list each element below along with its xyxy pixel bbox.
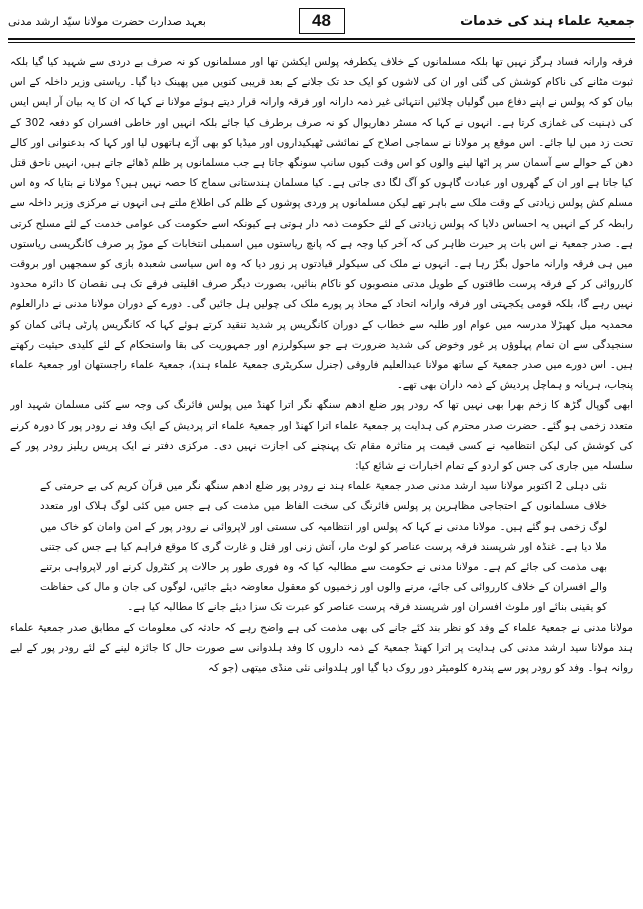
header-rule bbox=[8, 38, 635, 40]
paragraph: ابھی گوپال گڑھ کا زخم بھرا بھی نہیں تھا کہ رودر پور ضلع ادھم سنگھ نگر اترا کھنڈ میں پولس فائرنگ کی وجہ سے کئی مسلمان شہید اور متعدد زخمی ہو گئے۔ حضرت صدر محترم کی ہدایت پر جمعیۃ علماء اترا کھنڈ اور جمعیۃ علماء اتر پردیش کے ایک وفد نے رودر پور کا دورہ کرنے کی کوشش کی لیکن انتظامیہ نے کسی قیمت پر متاثرہ مقام تک پہنچنے کی اجازت نہیں دی۔ مرکزی دفتر نے ایک پریس ریلیز رودر پور کے سلسلہ میں جاری کی جس کو اردو کے تمام اخبارات نے شائع کیا: bbox=[10, 399, 633, 473]
body-text bbox=[10, 52, 633, 900]
page-header bbox=[8, 6, 635, 36]
header-rule-thin bbox=[8, 42, 635, 43]
paragraph: مولانا مدنی نے جمعیۃ علماء کے وفد کو نظر بند کئے جانے کی بھی مذمت کی ہے واضح رہے کہ حادثہ کی معلومات کے مطابق صدر جمعیۃ علماء ہند مولانا سید ارشد مدنی کی ہدایت پر اترا کھنڈ جمعیۃ کے ذمہ داروں کا وفد ہلدوانی سے صورت حال کا جائزہ لینے کے لئے رودر پور کے لیے روانہ ہوا۔ وفد کو رودر پور سے پندرہ کلومیٹر دور روک دیا گیا اور ہلدوانی نئی منڈی میتھی (جو کہ bbox=[10, 621, 633, 675]
paragraph: فرقہ وارانہ فساد ہرگز نہیں تھا بلکہ مسلمانوں کے خلاف یکطرفہ پولس ایکشن تھا اور مسلمانوں کو نہ صرف بے دردی سے شہید کیا گیا بلکہ ثبوت مٹانے کی ناکام کوشش کی گئی اور ان کی لاشوں کو ایک حد تک جلانے کے بعد قریبی کنویں میں پھینک دیا گیا۔ ریاستی وزیر داخلہ کے اس بیان کو کہ پولس نے اپنے دفاع میں گولیاں چلائیں انتہائی غیر ذمہ دارانہ اور فرقہ وارانہ قرار دیتے ہوئے مولانا نے کہا کہ ان کا یہ بیان آر ایس ایس کی ذہنیت کی غمازی کرتا ہے۔ انہوں نے کہا کہ مسٹر دھاریوال کو نہ صرف برطرف کیا جائے بلکہ انہیں اور خاطی افسران کو دفعہ 302 کے تحت زد میں لیا جائے۔ اس موقع پر مولانا نے سماجی اصلاح کے نمائشی ٹھیکیداروں اور میڈیا کو بھی آڑے ہاتھوں لیا اور کہا کہ بدعنوانی اور کالے دھن کے حوالے سے آسمان سر پر اٹھا لینے والوں کو اس وقت کیوں سانپ سونگھ جاتا ہے جب مسلمانوں پر ظلم ڈھائے جاتے ہیں، انہیں ناحق قتل کیا جاتا ہے اور ان کے گھروں اور عبادت گاہوں کو آگ لگا دی جاتی ہے۔ کیا مسلمان ہندستانی سماج کا حصہ نہیں ہیں؟ مولانا نے بتایا کہ وہ اس مسلم کش پولس زیادتی کے وقت ملک سے باہر تھے لیکن مسلمانوں پر وردی پوشوں کے ظلم کی اطلاع ملتے ہی انہوں نے مرکزی وزیر داخلہ سے رابطہ کر کے انہیں یہ احساس دلایا کہ پولس زیادتی کے لئے حکومت ذمہ دار ہوتی ہے کیونکہ اسے حکومت کی عوامی خدمت کے لئے مسلح کرتی ہے۔ صدر جمعیۃ نے اس بات پر حیرت ظاہر کی کہ آخر کیا وجہ ہے کہ پانچ ریاستوں میں اسمبلی انتخابات کے موڑ پر صرف کانگریسی ریاستوں میں ہی فرقہ وارانہ ماحول بگڑ رہا ہے۔ انہوں نے ملک کی سیکولر قیادتوں پر زور دیا کہ وہ اس سیاسی شعبدہ بازی کو سمجھیں اور بروقت کارروائی کر کے فرقہ پرست طاقتوں کے طویل مدتی منصوبوں کو ناکام بنائیں، بصورت دیگر صرف اقلیتی فرقے تک ہی نقصان کا دائرہ محدود نہیں رہے گا، بلکہ قومی یکجہتی اور فرقہ وارانہ اتحاد کے محاذ پر پورے ملک کی چولیں ہل جائیں گی۔ دورے کے دوران مولانا مدنی نے دارالعلوم محمدیہ میل کھیڑلا مدرسہ میں عوام اور طلبہ سے خطاب کے دوران کانگریس پر شدید تنقید کرتے ہوئے کہا کہ کانگریس پارٹی ہائی کمان کو سنجیدگی سے ان تمام پہلوؤں پر غور وخوض کی شدید ضرورت ہے جو سیکولرزم اور جمہوریت کی بقا واستحکام کے لئے کلیدی حیثیت رکھتے ہیں۔ اس دورے میں صدر جمعیۃ کے ساتھ مولانا عبدالعلیم فاروقی (جنرل سکریٹری جمعیۃ علماء ہند)، جمعیۃ علماء راجستھان اور جمعیۃ علماء پنجاب، ہریانہ و ہماچل پردیش کے ذمہ داران بھی تھے۔ bbox=[10, 56, 633, 392]
page-number-box: 48 bbox=[299, 8, 345, 34]
running-header-left: بعہد صدارت حضرت مولانا سیّد ارشد مدنی bbox=[8, 14, 206, 28]
press-release-quote: نئی دہلی 2 اکتوبر مولانا سید ارشد مدنی صدر جمعیۃ علماء ہند نے رودر پور ضلع ادھم سنگھ نگر میں قرآن کریم کی بے حرمتی کے خلاف مسلمانوں کے احتجاجی مظاہرین پر پولس فائرنگ کی سخت الفاظ میں مذمت کی ہے جس میں کئی لوگ ہلاک اور متعدد لوگ زخمی ہو گئے ہیں۔ مولانا مدنی نے کہا کہ پولس اور انتظامیہ کی سستی اور لاپروائی نے رودر پور کے امن وامان کو خاک میں ملا دیا ہے۔ غنڈہ اور شرپسند فرقہ پرست عناصر کو لوٹ مار، آتش زنی اور قتل و غارت گری کا موقع فراہم کیا ہے جس کی جتنی بھی مذمت کی جائے کم ہے۔ مولانا مدنی نے حکومت سے مطالبہ کیا کہ وہ فوری طور پر حالات پر کنٹرول کرنے اور لاپرواہی برتنے والے افسران کے خلاف کارروائی کی جائے، مرنے والوں اور زخمیوں کو معقول معاوضہ دیئے جائیں، لوگوں کی جان و مال کی حفاظت کو یقینی بنائے اور ملوث افسران اور شرپسند فرقہ پرست عناصر کو عبرت تک سزا دیئے جانے کا مطالبہ کیا ہے۔ bbox=[40, 480, 608, 614]
running-header-title: جمعیۃ علماء ہند کی خدمات bbox=[460, 13, 635, 29]
